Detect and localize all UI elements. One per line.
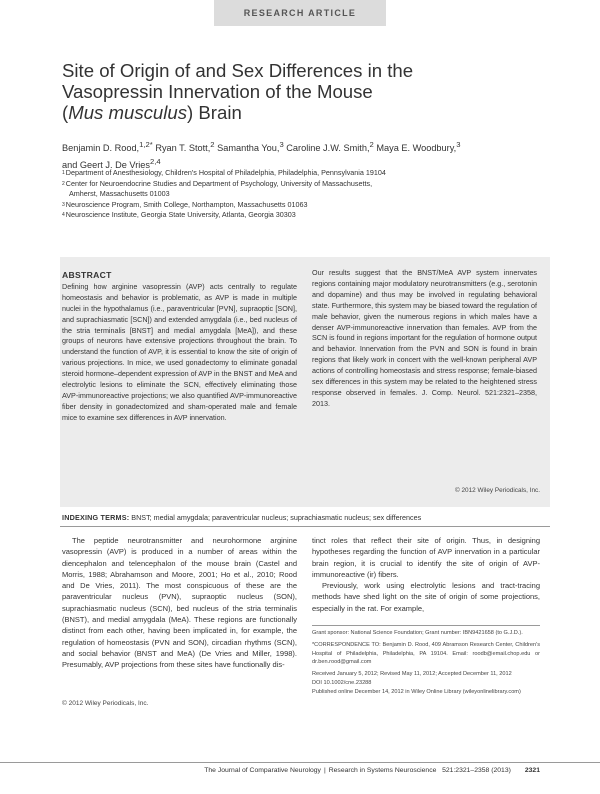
body-right-column bbox=[312, 535, 540, 614]
body-text-left: The peptide neurotransmitter and neurohormone arginine vasopressin (AVP) is produced in a number of areas within the diencephalon and telencephalon of the mouse brain (Castel and Morris, 1988; Abrahamson and Moore, 2001; Ho et al., 2010; Rood and De Vries, 2011). The most conspicuous of these are the paraventricular nucleus (PVN), supraoptic nucleus (SON), suprachiasmatic nucleus (SCN), bed nucleus of the stria terminalis (BNST), and medial amygdala (MeA). These regions are functionally distinct from each other, having been implicated in, for example, the regulation of homeostasis (PVN and SON), circadian rhythms (SCN), and social behavior (BNST and MeA) (De Vries and Miller, 1998). Presumably, AVP projections from these sites have functionally dis- bbox=[62, 536, 297, 670]
author: Ryan T. Stott, bbox=[155, 143, 211, 154]
footnotes bbox=[312, 629, 540, 697]
affiliations bbox=[62, 168, 562, 221]
abstract-text-left: Defining how arginine vasopressin (AVP) acts centrally to regulate homeostasis and behavior is problematic, as AVP is made in multiple nuclei in the hypothalamus (i.e., paraventricular [PVN], supraoptic [SON], and suprachiasmatic [SCN]) and extended amygdala (i.e., bed nucleus of the stria terminalis [BNST] and medial amygdala [MeA]), and these groups of neurons have extensive projections throughout the brain. To understand the function of AVP, it is essential to know the site of origin of various projections. In mice, we used gonadectomy to eliminate gonadal steroid hormone–dependent expression of AVP in the BNST and MeA and electrolytic lesions to eliminate the SCN, effectively eliminating those AVP-immunoreactive projections; we also quantified AVP-immunoreactive fiber density in gonadectomized and sham-operated male and female mice to examine sex differences in AVP innervation. bbox=[62, 281, 297, 422]
body-paragraph: tinct roles that reflect their site of origin. Thus, in designing hypotheses regarding the function of AVP innervation in a particular brain region, it is crucial to identify the site of origin of AVP-immunoreactive (ir) fibers. bbox=[312, 536, 540, 579]
abstract-copyright: © 2012 Wiley Periodicals, Inc. bbox=[455, 487, 540, 494]
journal-name: The Journal of Comparative Neurology bbox=[204, 767, 321, 774]
affiliation-continued: Amherst, Massachusetts 01003 bbox=[69, 189, 170, 199]
title-line-1: Site of Origin of and Sex Differences in the bbox=[62, 60, 414, 81]
author: Caroline J.W. Smith, bbox=[286, 143, 370, 154]
author-list: Benjamin D. Rood,$^{1,2*}$ Ryan T. Stott,$^2$ Samantha You,$^3$ Caroline J.W. Smith,$^2$ Maya E. Woodbury,$^3$ and Geert J. De Vries$^{2,4}$ bbox=[62, 140, 461, 171]
author: Samantha You, bbox=[217, 143, 280, 154]
journal-subtitle: Research in Systems Neuroscience bbox=[328, 767, 437, 774]
section-label: RESEARCH ARTICLE bbox=[243, 8, 357, 18]
indexing-terms-label: INDEXING TERMS: bbox=[62, 513, 130, 522]
correspondence: *CORRESPONDENCE TO: Benjamin D. Rood, 409 Abramson Research Center, Children's Hospital of Philadelphia, Philadelphia, PA 19104. Email: roodb@email.chop.edu or dr.ben.rood@gmail.com bbox=[312, 641, 540, 666]
article-title bbox=[62, 60, 562, 123]
affiliation: 2 Center for Neuroendocrine Studies and Department of Psychology, University of Massachusetts, bbox=[62, 178, 373, 188]
citation: 521:2321–2358 (2013) bbox=[442, 767, 511, 774]
title-line-3: (Mus musculus) Brain bbox=[62, 102, 242, 123]
body-copyright: © 2012 Wiley Periodicals, Inc. bbox=[62, 700, 149, 707]
section-banner bbox=[214, 0, 386, 26]
footer-divider bbox=[0, 762, 600, 763]
indexing-terms bbox=[62, 513, 562, 522]
author: and Geert J. De Vries bbox=[62, 160, 150, 171]
affiliation: 1 Department of Anesthesiology, Children's Hospital of Philadelphia, Philadelphia, Pennsylvania 19104 bbox=[62, 168, 386, 177]
footnote-divider bbox=[312, 625, 540, 626]
published-online: Published online December 14, 2012 in Wiley Online Library (wileyonlinelibrary.com) bbox=[312, 688, 521, 695]
page-footer: The Journal of Comparative Neurology | Research in Systems Neuroscience 521:2321–2358 (2013) 2321 bbox=[204, 767, 540, 774]
abstract-text-right: Our results suggest that the BNST/MeA AVP system innervates regions containing major modulatory neurotransmitters (e.g., serotonin and dopamine) and thus may be involved in regulating behavioral state. Furthermore, this system may be biased toward the regulation of male behavior, given the numerous regions in which males have a denser AVP-immunoreactive innervation than females. AVP from the SCN is found in regions important for the regulation of hormone output and behavior. Innervation from the PVN and SON is found in brain regions that likely work in concert with the well-known peripheral AVP actions of controlling homeostasis and stress response; female-biased sex differences in this system may be related to the heightened stress response observed in females. J. Comp. Neurol. 521:2321–2358, 2013. bbox=[312, 268, 537, 408]
divider bbox=[60, 526, 550, 527]
affiliation: 3 Neuroscience Program, Smith College, Northampton, Massachusetts 01063 bbox=[62, 199, 308, 209]
dates: Received January 5, 2012; Revised May 11, 2012; Accepted December 11, 2012 bbox=[312, 671, 512, 678]
abstract-heading: ABSTRACT bbox=[62, 270, 112, 280]
page-number: 2321 bbox=[524, 767, 540, 774]
indexing-terms-text: BNST; medial amygdala; paraventricular nucleus; suprachiasmatic nucleus; sex differences bbox=[129, 513, 422, 522]
affiliation: 4 Neuroscience Institute, Georgia State University, Atlanta, Georgia 30303 bbox=[62, 210, 296, 220]
species-name: Mus musculus bbox=[68, 102, 188, 123]
abstract-left-column bbox=[62, 270, 297, 424]
author: Benjamin D. Rood, bbox=[62, 143, 140, 154]
author: Maya E. Woodbury, bbox=[376, 143, 457, 154]
grant-sponsor: Grant sponsor: National Science Foundation; Grant number: IBN9421658 (to G.J.D.). bbox=[312, 630, 523, 636]
body-paragraph: Previously, work using electrolytic lesions and tract-tracing methods have shed light on the site of origin of some projections, especially in the rat. For example, bbox=[312, 581, 540, 613]
doi: DOI 10.1002/cne.23288 bbox=[312, 679, 372, 686]
title-line-2: Vasopressin Innervation of the Mouse bbox=[62, 81, 373, 102]
